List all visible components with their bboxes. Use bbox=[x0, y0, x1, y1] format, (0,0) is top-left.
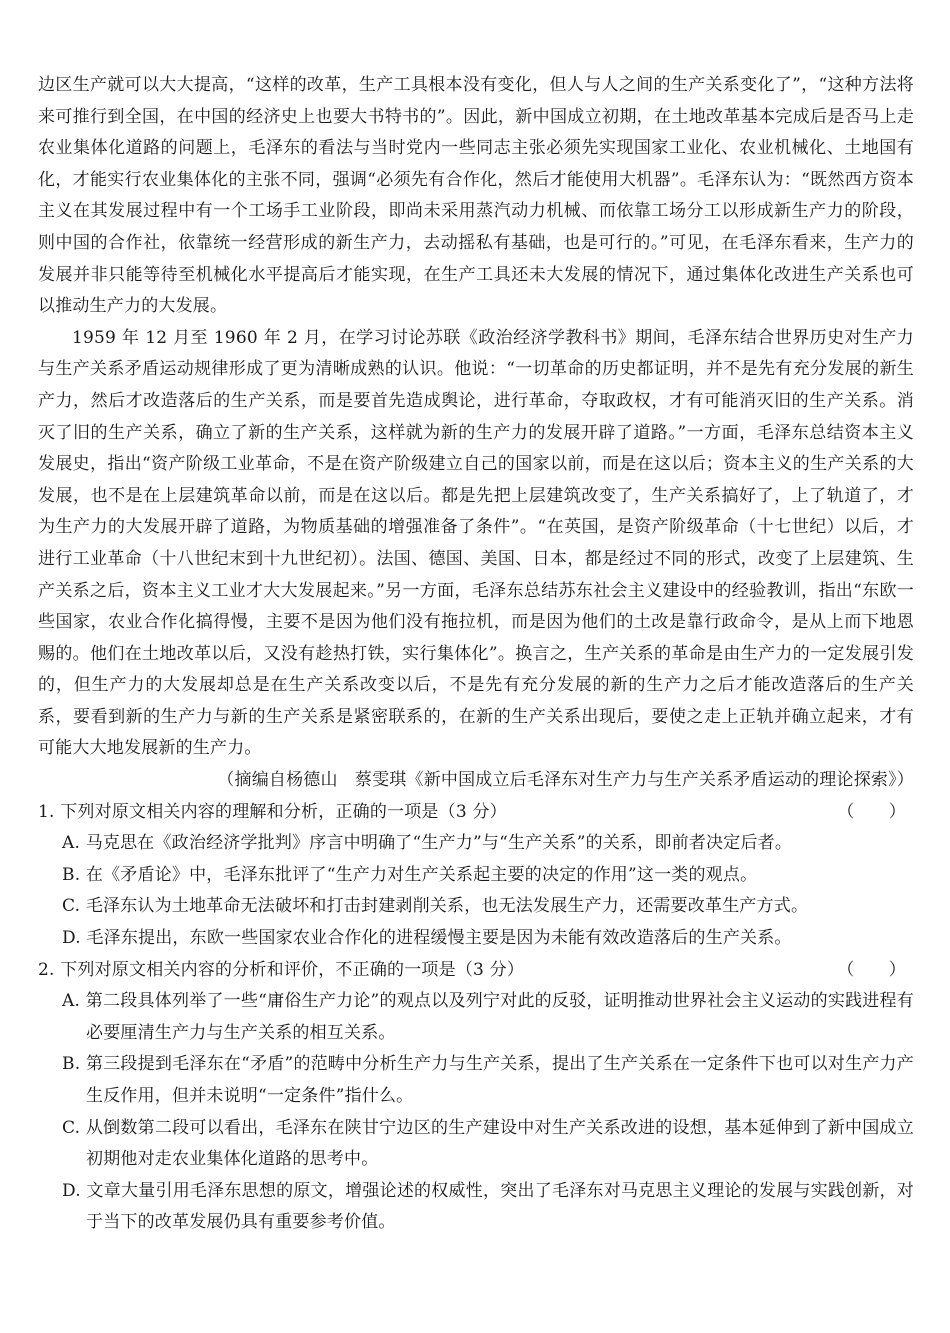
question-1-option-c: C. 毛泽东认为土地革命无法破坏和打击封建剥削关系，也无法发展生产力，还需要改革生产方式。 bbox=[62, 896, 809, 917]
question-2-option-c: C. 从倒数第二段可以看出，毛泽东在陕甘宁边区的生产建设中对生产关系改进的设想，基本延伸到了新中国成立初期他对走农业集体化道路的思考中。 bbox=[62, 1117, 914, 1170]
question-2-answer-blank: （ ） bbox=[837, 959, 906, 980]
question-2-option-b: B. 第三段提到毛泽东在“矛盾”的范畴中分析生产力与生产关系，提出了生产关系在一定条件下也可以对生产力产生反作用，但并未说明“一定条件”指什么。 bbox=[62, 1054, 914, 1106]
body-paragraph-2: 1959 年 12 月至 1960 年 2 月，在学习讨论苏联《政治经济学教科书》期间，毛泽东结合世界历史对生产力与生产关系矛盾运动规律形成了更为清晰成熟的认识。他说：“一切革命的历史都证明，并不是先有充分发展的新生产力，然后才改造落后的生产关系，而是要首先造成舆论，进行革命，夺取政权，才有可能消灭旧的生产关系。消灭了旧的生产关系，确立了新的生产关系，这样就为新的生产力的发展开辟了道路。”一方面，毛泽东总结资本主义发展史，指出“资产阶级工业革命，不是在资产阶级建立自己的国家以前，而是在这以后；资本主义的生产关系的大发展，也不是在上层建筑革命以前，而是在这以后。都是先把上层建筑改变了，生产关系搞好了，上了轨道了，才为生产力的大发展开辟了道路，为物质基础的增强准备了条件”。“在英国，是资产阶级革命（十七世纪）以后，才进行工业革命（十八世纪末到十九世纪初）。法国、德国、美国、日本，都是经过不同的形式，改变了上层建筑、生产关系之后，资本主义工业才大大发展起来。”另一方面，毛泽东总结苏东社会主义建设中的经验教训，指出“东欧一些国家，农业合作化搞得慢，主要不是因为他们没有拖拉机，而是因为他们的土改是靠行政命令，是从上而下地恩赐的。他们在土地改革以后，又没有趁热打铁，实行集体化”。换言之，生产关系的革命是由生产力的一定发展引发的，但生产力的大发展却总是在生产关系改变以后，不是先有充分发展的新的生产力之后才能改造落后的生产关系，要看到新的生产力与新的生产关系是紧密联系的，在新的生产关系出现后，要使之走上正轨并确立起来，才有可能大大地发展新的生产力。 bbox=[38, 327, 914, 759]
question-1 bbox=[38, 797, 914, 955]
question-1-option-b: B. 在《矛盾论》中，毛泽东批评了“生产力对生产关系起主要的决定的作用”这一类的观点。 bbox=[62, 864, 758, 885]
question-2-option-a: A. 第二段具体列举了一些“庸俗生产力论”的观点以及列宁对此的反驳，证明推动世界社会主义运动的实践进程有必要厘清生产力与生产关系的相互关系。 bbox=[62, 991, 914, 1043]
question-2-option-d: D. 文章大量引用毛泽东思想的原文，增强论述的权威性，突出了毛泽东对马克思主义理论的发展与实践创新，对于当下的改革发展仍具有重要参考价值。 bbox=[62, 1180, 914, 1233]
question-2-stem: 2. 下列对原文相关内容的分析和评价，不正确的一项是（3 分） bbox=[38, 959, 525, 980]
question-1-option-d: D. 毛泽东提出，东欧一些国家农业合作化的进程缓慢主要是因为未能有效改造落后的生产关系。 bbox=[62, 928, 792, 949]
question-1-stem: 1. 下列对原文相关内容的理解和分析，正确的一项是（3 分） bbox=[38, 801, 507, 822]
body-paragraph-1: 边区生产就可以大大提高，“这样的改革，生产工具根本没有变化，但人与人之间的生产关系变化了”，“这种方法将来可推行到全国，在中国的经济史上也要大书特书的”。因此，新中国成立初期，在土地改革基本完成后是否马上走农业集体化道路的问题上，毛泽东的看法与当时党内一些同志主张必须先实现国家工业化、农业机械化、土地国有化，才能实行农业集体化的主张不同，强调“必须先有合作化，然后才能使用大机器”。毛泽东认为：“既然西方资本主义在其发展过程中有一个工场手工业阶段，即尚未采用蒸汽动力机械、而依靠工场分工以形成新生产力的阶段，则中国的合作社，依靠统一经营形成的新生产力，去动摇私有基础，也是可行的。”可见，在毛泽东看来，生产力的发展并非只能等待至机械化水平提高后才能实现，在生产工具还未大发展的情况下，通过集体化改进生产关系也可以推动生产力的大发展。 bbox=[38, 75, 914, 317]
source-citation: （摘编自杨德山 蔡雯琪《新中国成立后毛泽东对生产力与生产关系矛盾运动的理论探索》） bbox=[217, 770, 914, 791]
question-1-option-a: A. 马克思在《政治经济学批判》序言中明确了“生产力”与“生产关系”的关系，即前者决定后者。 bbox=[62, 833, 793, 854]
question-1-answer-blank: （ ） bbox=[837, 801, 906, 822]
question-2 bbox=[38, 955, 914, 1239]
